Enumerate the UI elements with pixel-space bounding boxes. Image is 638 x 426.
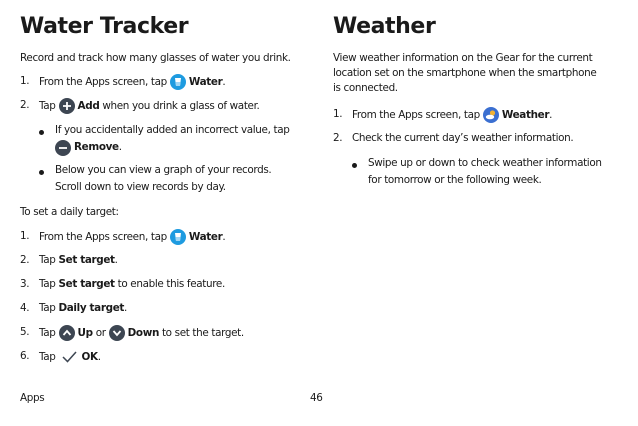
water-bullet-1-line-2: Remove . xyxy=(55,139,122,156)
water-bullet-2-line-1: Below you can view a graph of your records. xyxy=(55,164,272,176)
weather-intro-line-2: location set on the smartphone when the smartphone xyxy=(333,67,597,79)
weather-intro-line-1: View weather information on the Gear for the current xyxy=(333,52,593,64)
weather-intro-line-3: is connected. xyxy=(333,82,398,94)
water-bullet-2-line-2: Scroll down to view records by day. xyxy=(55,181,226,193)
water-tracker-title: Water Tracker xyxy=(20,14,189,39)
weather-title: Weather xyxy=(333,14,436,39)
weather-bullet-line-2: for tomorrow or the following week. xyxy=(368,174,542,186)
water-bullet-1-line-1: If you accidentally added an incorrect value, tap xyxy=(55,124,290,136)
water-app-icon xyxy=(170,74,186,90)
up-icon xyxy=(59,325,75,341)
remove-icon xyxy=(55,140,71,156)
footer-section: Apps xyxy=(20,392,45,404)
page-number: 46 xyxy=(310,392,323,404)
target-intro: To set a daily target: xyxy=(20,206,119,218)
weather-app-icon xyxy=(483,107,499,123)
weather-bullet-line-1: Swipe up or down to check weather information xyxy=(368,157,602,169)
bullet-dot xyxy=(39,130,44,135)
water-intro: Record and track how many glasses of water you drink. xyxy=(20,52,291,64)
checkmark-icon xyxy=(59,349,79,365)
down-icon xyxy=(109,325,125,341)
bullet-dot xyxy=(39,170,44,175)
add-icon xyxy=(59,98,75,114)
water-app-icon xyxy=(170,229,186,245)
bullet-dot xyxy=(352,163,357,168)
